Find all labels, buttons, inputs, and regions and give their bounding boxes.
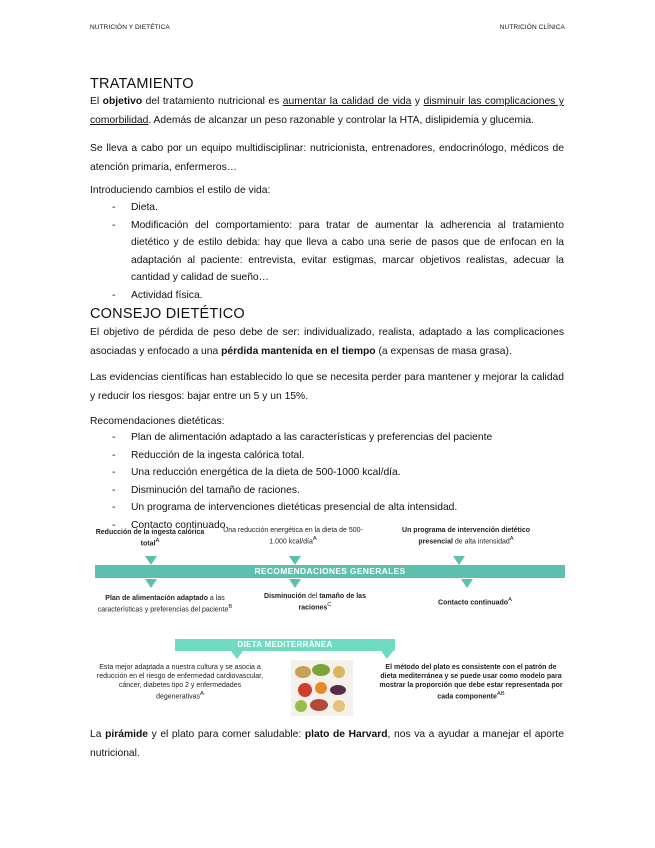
consejo-paragraph-2: Las evidencias científicas han establecido lo que se necesita perder para mantener y mejorar la calidad y reducir los riesgos: bajar entre un 5 y un 15%. xyxy=(90,372,564,402)
section-title-consejo: CONSEJO DIETÉTICO xyxy=(90,306,245,322)
arrow-marker xyxy=(289,579,301,588)
consejo-paragraph-3: Recomendaciones dietéticas: xyxy=(90,416,225,427)
closing-paragraph: La pirámide y el plato para comer saludable: plato de Harvard, nos va a ayudar a manejar el aporte nutricional. xyxy=(90,729,564,759)
rec-programa-intervencion: Un programa de intervención dietético presencial de alta intensidad$^A$ xyxy=(402,527,530,546)
med-right-text: El método del plato es consistente con el patrón de dieta mediterránea y se puede usar como modelo para mostrar la proporción que debe estar representada por cada componente$^{AB}$ xyxy=(379,664,563,701)
arrow-marker xyxy=(461,579,473,588)
list-item: - Dieta. xyxy=(112,199,564,217)
section-title-tratamiento: TRATAMIENTO xyxy=(90,76,194,92)
rec-tamano-raciones: Disminución del tamaño de las raciones$^C$ xyxy=(264,593,366,612)
list-item: - Actividad física. xyxy=(112,287,564,305)
rec-reduccion-energetica: Una reducción energética en la dieta de 500-1.000 kcal/día$^A$ xyxy=(223,527,363,546)
food-image xyxy=(291,660,353,716)
arrow-marker xyxy=(231,651,243,659)
list-item: - Modificación del comportamiento: para tratar de aumentar la adherencia al tratamiento dietético y de estilo debida: hay que lleva a cabo una serie de pasos que de enfocan en la adaptación al paciente: entrevista, evitar estigmas, marcar objetivos realistas, adecuar la cantidad y calidad de sueño… xyxy=(112,217,564,287)
tratamiento-paragraph-2: Se lleva a cabo por un equipo multidisciplinar: nutricionista, entrenadores, endocrinólogo, médicos de atención primaria, enfermeros… xyxy=(90,143,564,173)
arrow-marker xyxy=(145,556,157,565)
list-item: - Una reducción energética de la dieta de 500-1000 kcal/día. xyxy=(112,464,564,482)
banner-dieta-mediterranea: DIETA MEDITERRÁNEA xyxy=(175,639,395,651)
tratamiento-paragraph-1: El objetivo del tratamiento nutricional es aumentar la calidad de vida y disminuir las complicaciones y comorbilidad. Además de alcanzar un peso razonable y controlar la HTA, dislipidemia y glucemia. xyxy=(90,96,564,126)
rec-reduccion-ingesta: Reducción de la ingesta calórica total$^A$ xyxy=(95,529,205,548)
header-left: NUTRICIÓN Y DIETÉTICA xyxy=(90,24,170,31)
consejo-paragraph-1: El objetivo de pérdida de peso debe de ser: individualizado, realista, adaptado a las complicaciones asociadas y enfocado a una pérdida mantenida en el tiempo (a expensas de masa grasa). xyxy=(90,327,564,357)
rec-plan-alimentacion: Plan de alimentación adaptado a las características y preferencias del paciente$^B$ xyxy=(97,595,233,614)
recommendations-figure xyxy=(95,520,565,720)
banner-recomendaciones: RECOMENDACIONES GENERALES xyxy=(95,565,565,578)
header-right: NUTRICIÓN CLÍNICA xyxy=(499,24,565,31)
consejo-list xyxy=(112,429,564,534)
list-item: - Plan de alimentación adaptado a las características y preferencias del paciente xyxy=(112,429,564,447)
list-item: - Contacto continuado. xyxy=(112,517,564,535)
med-left-text: Esta mejor adaptada a nuestra cultura y se asocia a reducción en el riesgo de enfermedad cardiovascular, cáncer, diabetes tipo 2 y enfermedades degenerativas$^A$ xyxy=(96,664,264,701)
arrow-marker xyxy=(453,556,465,565)
tratamiento-list xyxy=(112,199,564,304)
rec-contacto-continuado: Contacto continuado$^A$ xyxy=(438,597,512,607)
arrow-marker xyxy=(289,556,301,565)
list-item: - Disminución del tamaño de raciones. xyxy=(112,482,564,500)
arrow-marker xyxy=(145,579,157,588)
tratamiento-paragraph-3: Introduciendo cambios el estilo de vida: xyxy=(90,185,271,196)
list-item: - Un programa de intervenciones dietéticas presencial de alta intensidad. xyxy=(112,499,564,517)
list-item: - Reducción de la ingesta calórica total. xyxy=(112,447,564,465)
arrow-marker xyxy=(381,651,393,659)
